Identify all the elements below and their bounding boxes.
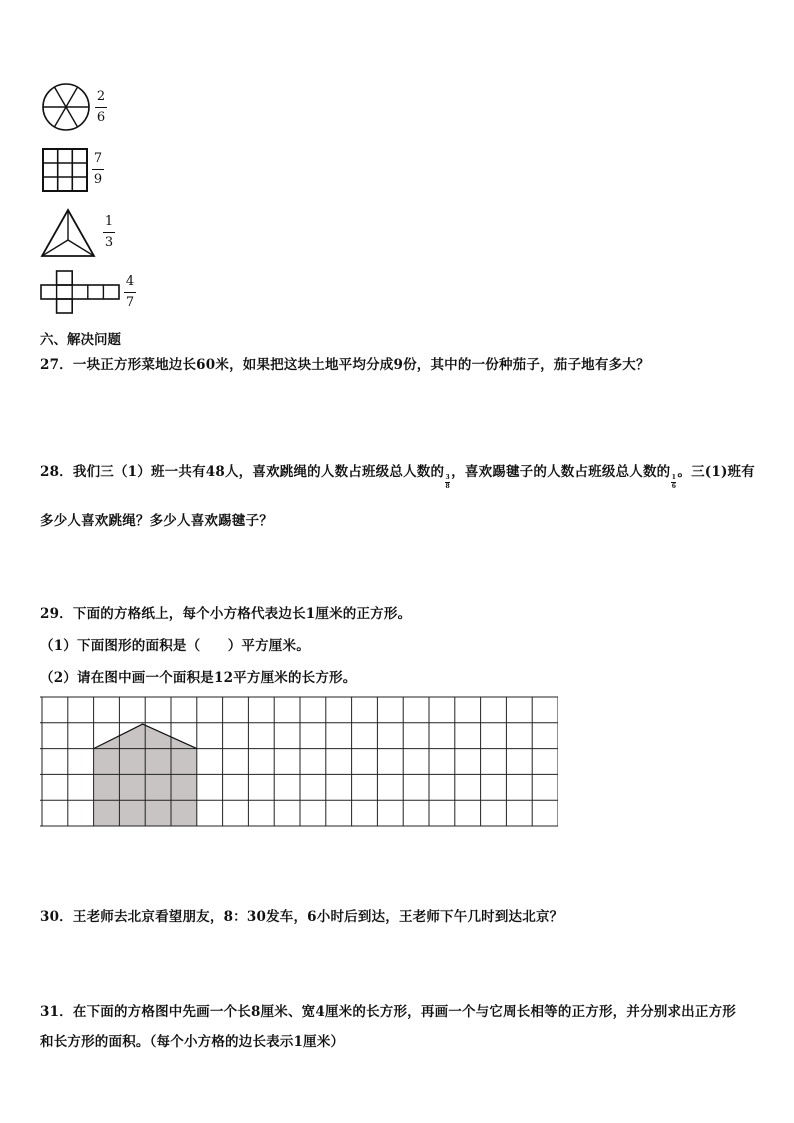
question-30: 30．王老师去北京看望朋友，8：30发车，6小时后到达，王老师下午几时到达北京？: [40, 909, 564, 925]
question-27: 27．一块正方形菜地边长60米，如果把这块土地平均分成9份，其中的一份种茄子，茄子地有多大？: [40, 357, 650, 373]
question-28-line1: [40, 460, 755, 490]
denominator: 6: [671, 483, 677, 490]
numerator: 2: [96, 89, 106, 104]
grid-figure: [42, 148, 88, 192]
numerator: 4: [125, 274, 135, 289]
question-29: 29．下面的方格纸上，每个小方格代表边长1厘米的正方形。: [40, 606, 412, 622]
denominator: 7: [125, 295, 135, 310]
q28-part2: ，喜欢踢毽子的人数占班级总人数的: [451, 464, 671, 480]
numerator: 7: [93, 151, 103, 166]
numerator: 3: [445, 474, 450, 481]
denominator: 3: [104, 235, 114, 250]
fraction-1-6: [671, 475, 676, 490]
question-28-line2: 多少人喜欢跳绳？多少人喜欢踢毽子？: [40, 513, 273, 529]
fraction-7-9: [91, 152, 105, 186]
grid-paper[interactable]: [40, 694, 558, 830]
q28-part3: 。三(1)班有: [677, 464, 755, 480]
section-title: 六、解决问题: [40, 332, 121, 348]
question-29-sub2: （2）请在图中画一个面积是12平方厘米的长方形。: [40, 670, 357, 686]
fraction-2-6: [94, 90, 108, 124]
fraction-3-8: [445, 475, 450, 490]
fraction-4-7: [123, 275, 137, 309]
cube-net-figure: [40, 270, 122, 314]
denominator: 8: [445, 483, 450, 490]
triangle-figure: [40, 208, 96, 258]
denominator: 6: [96, 110, 106, 125]
denominator: 9: [93, 172, 103, 187]
question-29-sub1: （1）下面图形的面积是（ ）平方厘米。: [40, 638, 310, 654]
question-31-line2: 和长方形的面积。（每个小方格的边长表示1厘米）: [40, 1034, 345, 1050]
fraction-1-3: [102, 215, 116, 249]
q28-part1: 28．我们三（1）班一共有48人，喜欢跳绳的人数占班级总人数的: [40, 464, 445, 480]
numerator: 1: [104, 214, 114, 229]
question-31-line1: 31．在下面的方格图中先画一个长8厘米、宽4厘米的长方形，再画一个与它周长相等的正方形，并分别求出正方形: [40, 1004, 736, 1020]
circle-figure: [40, 82, 92, 132]
numerator: 1: [671, 474, 677, 481]
